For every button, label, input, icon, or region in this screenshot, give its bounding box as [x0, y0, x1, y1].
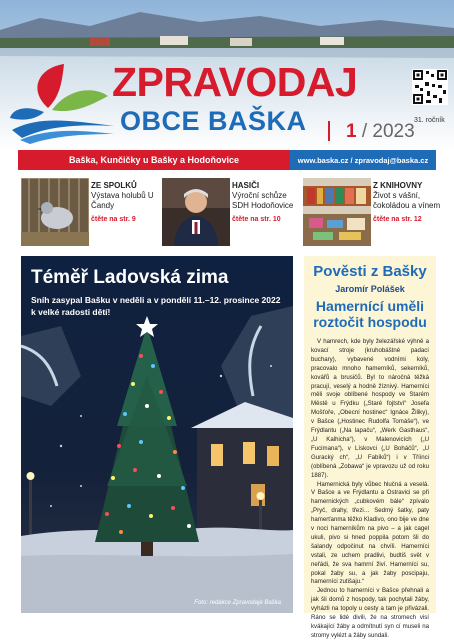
- story-body: [311, 338, 429, 641]
- teaser-link[interactable]: čtěte na str. 9: [91, 216, 136, 223]
- firefighter-photo: [162, 178, 230, 246]
- story-paragraph: V hamrech, kde byly železářské výhně a kovací stroje (kruhobáštné padací buchary), vybavené vodními koly, pracovalo mnoho hamerníků, sekerníků, kovářů a brusičů. Byl to náročná těžká pracují, veselý a hodně žíznivý. Hamerníci měli svoje oblíbené hospody ve Starém Městě u Frýdku („Staré fojtství“ Josefa Mošťoře, „Obecní hostinec“ Ignáce Žiliky), v Bašce („Hostinec Rudolfa Tomáše“), ve Frýdlantu („Na lapaču“, „Werk Gasthaus“, „U Kalhicha“), v Malenovicích („U Fucimana“), v Lískovci („U Boháčů“, „U Guracký ch“, „U Fabíků“) i v Tříinci (oblíbená „Zobawa“ je vpravozu už od roku 1887).: [311, 338, 429, 479]
- teaser-link[interactable]: čtěte na str. 10: [232, 216, 281, 223]
- hero-lead: Sníh zasypal Bašku v neděli a v pondělí 11.–12. prosince 2022 k velké radosti dětí!: [31, 295, 281, 317]
- teaser-pigeons[interactable]: [21, 178, 161, 246]
- issue-label: [346, 122, 415, 141]
- teaser-desc: Výstava holubů U Čandy: [91, 191, 154, 210]
- story-paragraph: Jednou to hamerníci v Bašce přehnali a jak šli domů z hospody, tak pochytali žáby, vyházli na topoly u cesty a tam je přivázali. Ráno se lidé divili, že na stromech visí kvákající žáby a odmítnutí syn cí museli na stromy vylézt a žáby sundali.: [311, 587, 429, 639]
- teaser-library[interactable]: [303, 178, 443, 246]
- teaser-kicker: ZE SPOLKŮ: [91, 181, 137, 190]
- library-photo: [303, 178, 371, 246]
- teaser-firefighters[interactable]: [162, 178, 302, 246]
- teaser-desc: Výroční schůze SDH Hodoňovice: [232, 191, 294, 210]
- teaser-link[interactable]: čtěte na str. 12: [373, 216, 422, 223]
- issue-divider: [328, 121, 330, 141]
- pigeon-photo: [21, 178, 89, 246]
- hero-title: Téměř Ladovská zima: [31, 267, 229, 288]
- contact-strap[interactable]: www.baska.cz / zpravodaj@baska.cz: [290, 150, 436, 170]
- issue-number: 1: [346, 121, 357, 142]
- masthead-title: ZPRAVODAJ: [112, 59, 358, 105]
- legends-sidebar: [304, 256, 436, 639]
- qr-code-icon[interactable]: [412, 69, 448, 105]
- municipalities-strap: Baška, Kunčičky u Bašky a Hodoňovice: [18, 150, 290, 170]
- teaser-desc: Život s vášní, čokoládou a vínem: [373, 191, 441, 210]
- teaser-kicker: HASIČI: [232, 181, 260, 190]
- story-title[interactable]: Hamernící uměli roztočit hospodu: [313, 298, 427, 330]
- logo-leaves-icon: [8, 60, 118, 145]
- story-paragraph: Hamernická byly vůbec hlučná a veselá. V Bašce a ve Frýdlantu a Ostravici se při hamernických „cubkovém bále“ zpívalo „Pryč, drahy, třezi… Sedmý šatky, paty hamerťanma těžko Kladivo, ono bije ve dne v noci hamerníkům na pivo – a jak cagel ukuli, pivo si hned poppila potom šli do šalandy odpočinut na chvíli. Hamerníci vstali, ze uchem pradlivi, budtiš svět v neřádi, že sva hamrní živí. Hamerníci su, pokal žaby su, a jak žaby poscipaju, hamerníci zutišaju.“: [311, 480, 429, 586]
- hero-photo[interactable]: [21, 256, 293, 613]
- masthead-subtitle: OBCE BAŠKA: [120, 106, 307, 136]
- photo-credit: Foto: redakce Zpravodaje Baška: [194, 600, 281, 606]
- sidebar-author: Jaromír Polášek: [335, 284, 405, 294]
- teaser-kicker: Z KNIHOVNY: [373, 181, 423, 190]
- issue-year: / 2023: [356, 121, 415, 142]
- volume-label: 31. ročník: [414, 117, 445, 124]
- sidebar-heading: Pověsti z Bašky: [313, 263, 427, 280]
